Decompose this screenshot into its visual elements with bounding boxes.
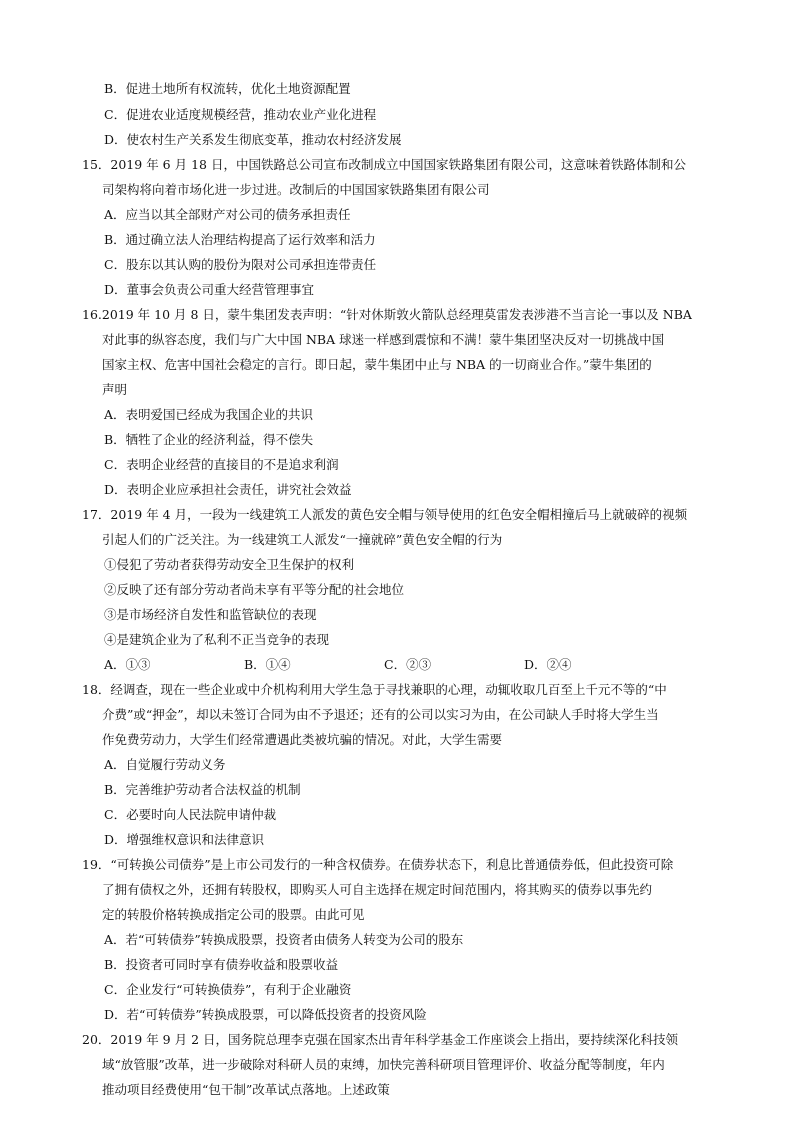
option-b: B．促进土地所有权流转，优化土地资源配置 [104, 81, 351, 96]
option-c: C．促进农业适度规模经营，推动农业产业化进程 [104, 107, 377, 122]
q17-statement-3: ③是市场经济自发性和监管缺位的表现 [104, 607, 317, 622]
q15-option-a: A．应当以其全部财产对公司的债务承担责任 [104, 207, 351, 222]
q16-option-a: A．表明爱国已经成为我国企业的共识 [104, 407, 314, 422]
question-20-stem-cont: 推动项目经费使用“包干制”改革试点落地。上述政策 [102, 1082, 390, 1097]
question-15-stem: 15．2019 年 6 月 18 日，中国铁路总公司宣布改制成立中国国家铁路集团有限公司，这意味着铁路体制和公 [82, 157, 686, 172]
question-18-stem-cont: 作免费劳动力，大学生们经常遭遇此类被坑骗的情况。对此，大学生需要 [102, 732, 503, 747]
question-17-stem-cont: 引起人们的广泛关注。为一线建筑工人派发“一撞就碎”黄色安全帽的行为 [102, 532, 503, 547]
question-18-stem-cont: 介费”或“押金”，却以未签订合同为由不予退还；还有的公司以实习为由，在公司缺人手时将大学生当 [102, 707, 659, 722]
question-16-stem: 16.2019 年 10 月 8 日，蒙牛集团发表声明：“针对休斯敦火箭队总经理莫雷发表涉港不当言论一事以及 NBA [82, 307, 692, 322]
q16-option-c: C．表明企业经营的直接目的不是追求利润 [104, 457, 339, 472]
q16-option-b: B．牺牲了企业的经济利益，得不偿失 [104, 432, 314, 447]
q18-option-c: C．必要时向人民法院申请仲裁 [104, 807, 277, 822]
question-19-stem-cont: 了拥有债权之外，还拥有转股权，即购买人可自主选择在规定时间范围内，将其购买的债券以事先约 [102, 882, 653, 897]
q19-option-a: A．若“可转债券”转换成股票，投资者由债务人转变为公司的股东 [104, 932, 464, 947]
q15-option-b: B．通过确立法人治理结构提高了运行效率和活力 [104, 232, 376, 247]
question-20-stem-cont: 域“放管服”改革，进一步破除对科研人员的束缚，加快完善科研项目管理评价、收益分配等制度，年内 [102, 1057, 665, 1072]
question-19-stem: 19．“可转换公司债券”是上市公司发行的一种含权债券。在债券状态下，利息比普通债券低，但此投资可除 [82, 857, 674, 872]
q15-option-d: D．董事会负责公司重大经营管理事宜 [104, 282, 315, 297]
q17-statement-2: ②反映了还有部分劳动者尚未享有平等分配的社会地位 [104, 582, 405, 597]
question-18-stem: 18．经调查，现在一些企业或中介机构利用大学生急于寻找兼职的心理，动辄收取几百至上千元不等的“中 [82, 682, 667, 697]
q17-statement-1: ①侵犯了劳动者获得劳动安全卫生保护的权利 [104, 557, 355, 572]
q18-option-b: B．完善维护劳动者合法权益的机制 [104, 782, 301, 797]
question-16-stem-cont: 声明 [102, 382, 128, 397]
question-16-stem-cont: 国家主权、危害中国社会稳定的言行。即日起，蒙牛集团中止与 NBA 的一切商业合作。”蒙牛集团的 [102, 357, 652, 372]
option-d: D．使农村生产关系发生彻底变革，推动农村经济发展 [104, 132, 402, 147]
q19-option-b: B．投资者可同时享有债券收益和股票收益 [104, 957, 339, 972]
q17-statement-4: ④是建筑企业为了私利不正当竞争的表现 [104, 632, 330, 647]
question-20-stem: 20．2019 年 9 月 2 日，国务院总理李克强在国家杰出青年科学基金工作座谈会上指出，要持续深化科技领 [82, 1032, 678, 1047]
q17-choice-a: A．①③ [104, 657, 151, 672]
q19-option-c: C．企业发行“可转换债券”，有利于企业融资 [104, 982, 352, 997]
question-16-stem-cont: 对此事的纵容态度，我们与广大中国 NBA 球迷一样感到震惊和不满！蒙牛集团坚决反对一切挑战中国 [102, 332, 665, 347]
q16-option-d: D．表明企业应承担社会责任，讲究社会效益 [104, 482, 352, 497]
q19-option-d: D．若“可转债券”转换成股票，可以降低投资者的投资风险 [104, 1007, 427, 1022]
q18-option-a: A．自觉履行劳动义务 [104, 757, 226, 772]
question-19-stem-cont: 定的转股价格转换成指定公司的股票。由此可见 [102, 907, 365, 922]
q18-option-d: D．增强维权意识和法律意识 [104, 832, 265, 847]
question-17-stem: 17．2019 年 4 月，一段为一线建筑工人派发的黄色安全帽与领导使用的红色安全帽相撞后马上就破碎的视频 [82, 507, 688, 522]
q15-option-c: C．股东以其认购的股份为限对公司承担连带责任 [104, 257, 377, 272]
question-15-stem-cont: 司架构将向着市场化进一步过进。改制后的中国国家铁路集团有限公司 [102, 182, 490, 197]
q17-choice-c: C．②③ [384, 657, 432, 672]
q17-choice-d: D．②④ [524, 657, 572, 672]
q17-choice-b: B．①④ [244, 657, 291, 672]
